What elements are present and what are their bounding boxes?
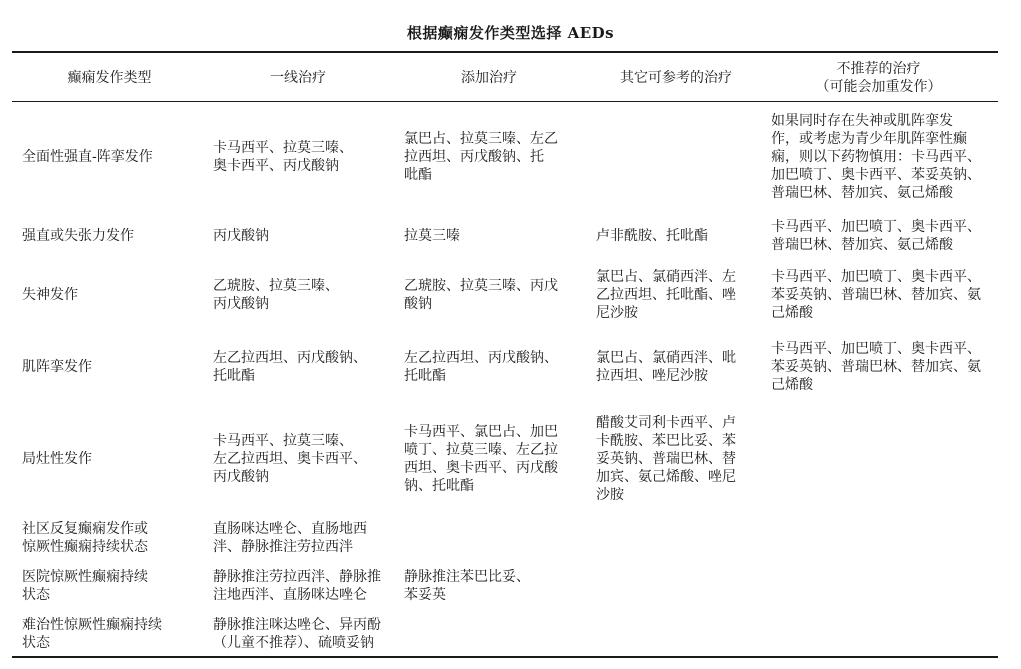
header-seizure-type: 癫痫发作类型 bbox=[67, 70, 152, 86]
cell-adjunct: 拉莫三嗪 bbox=[404, 228, 460, 244]
cell-type: 难治性惊厥性癫痫持续 状态 bbox=[22, 617, 162, 651]
header-first-line: 一线治疗 bbox=[270, 70, 326, 86]
cell-first-line: 左乙拉西坦、丙戊酸钠、 托吡酯 bbox=[213, 350, 367, 384]
cell-adjunct: 氯巴占、拉莫三嗪、左乙 拉西坦、丙戊酸钠、托 吡酯 bbox=[404, 131, 558, 183]
cell-type: 强直或失张力发作 bbox=[22, 228, 134, 244]
header-other: 其它可参考的治疗 bbox=[620, 70, 732, 86]
cell-other: 醋酸艾司利卡西平、卢 卡酰胺、苯巴比妥、苯 妥英钠、普瑞巴林、替 加宾、氨己烯酸、唑尼 沙胺 bbox=[596, 415, 736, 503]
cell-not-recommended: 如果同时存在失神或肌阵挛发 作，或考虑为青少年肌阵挛性癫 痫，则以下药物慎用：卡马西平、 加巴喷丁、奥卡西平、苯妥英钠、 普瑞巴林、替加宾、氨己烯酸 bbox=[771, 113, 981, 201]
cell-first-line: 静脉推注咪达唑仑、异丙酚 （儿童不推荐）、硫喷妥钠 bbox=[213, 617, 381, 651]
cell-adjunct: 卡马西平、氯巴占、加巴 喷丁、拉莫三嗪、左乙拉 西坦、奥卡西平、丙戊酸 钠、托吡酯 bbox=[404, 424, 558, 494]
top-rule bbox=[12, 51, 998, 53]
cell-first-line: 直肠咪达唑仑、直肠地西 泮、静脉推注劳拉西泮 bbox=[213, 521, 367, 555]
cell-other: 氯巴占、氯硝西泮、吡 拉西坦、唑尼沙胺 bbox=[596, 350, 736, 384]
cell-type: 全面性强直-阵挛发作 bbox=[22, 149, 153, 165]
cell-other: 氯巴占、氯硝西泮、左 乙拉西坦、托吡酯、唑 尼沙胺 bbox=[596, 269, 736, 321]
cell-first-line: 卡马西平、拉莫三嗪、 奥卡西平、丙戊酸钠 bbox=[213, 140, 353, 174]
cell-adjunct: 乙琥胺、拉莫三嗪、丙戊 酸钠 bbox=[404, 278, 558, 312]
header-adjunct: 添加治疗 bbox=[461, 70, 517, 86]
cell-first-line: 丙戊酸钠 bbox=[213, 228, 269, 244]
cell-first-line: 卡马西平、拉莫三嗪、 左乙拉西坦、奥卡西平、 丙戊酸钠 bbox=[213, 433, 367, 485]
bottom-rule bbox=[12, 656, 998, 658]
cell-type: 肌阵挛发作 bbox=[22, 359, 92, 375]
cell-type: 局灶性发作 bbox=[22, 451, 92, 467]
cell-not-recommended: 卡马西平、加巴喷丁、奥卡西平、 普瑞巴林、替加宾、氨己烯酸 bbox=[771, 219, 981, 253]
table-title: 根据癫痫发作类型选择 AEDs bbox=[406, 24, 615, 42]
cell-first-line: 静脉推注劳拉西泮、静脉推 注地西泮、直肠咪达唑仑 bbox=[213, 569, 381, 603]
cell-not-recommended: 卡马西平、加巴喷丁、奥卡西平、 苯妥英钠、普瑞巴林、替加宾、氨 己烯酸 bbox=[771, 269, 981, 321]
header-rule bbox=[12, 101, 998, 102]
cell-other: 卢非酰胺、托吡酯 bbox=[596, 228, 708, 244]
cell-type: 失神发作 bbox=[22, 287, 78, 303]
cell-type: 医院惊厥性癫痫持续 状态 bbox=[22, 569, 148, 603]
cell-adjunct: 静脉推注苯巴比妥、 苯妥英 bbox=[404, 569, 530, 603]
cell-not-recommended: 卡马西平、加巴喷丁、奥卡西平、 苯妥英钠、普瑞巴林、替加宾、氨 己烯酸 bbox=[771, 341, 981, 393]
header-not-recommended: 不推荐的治疗 （可能会加重发作） bbox=[815, 61, 942, 95]
cell-type: 社区反复癫痫发作或 惊厥性癫痫持续状态 bbox=[22, 521, 148, 555]
cell-first-line: 乙琥胺、拉莫三嗪、 丙戊酸钠 bbox=[213, 278, 339, 312]
cell-adjunct: 左乙拉西坦、丙戊酸钠、 托吡酯 bbox=[404, 350, 558, 384]
